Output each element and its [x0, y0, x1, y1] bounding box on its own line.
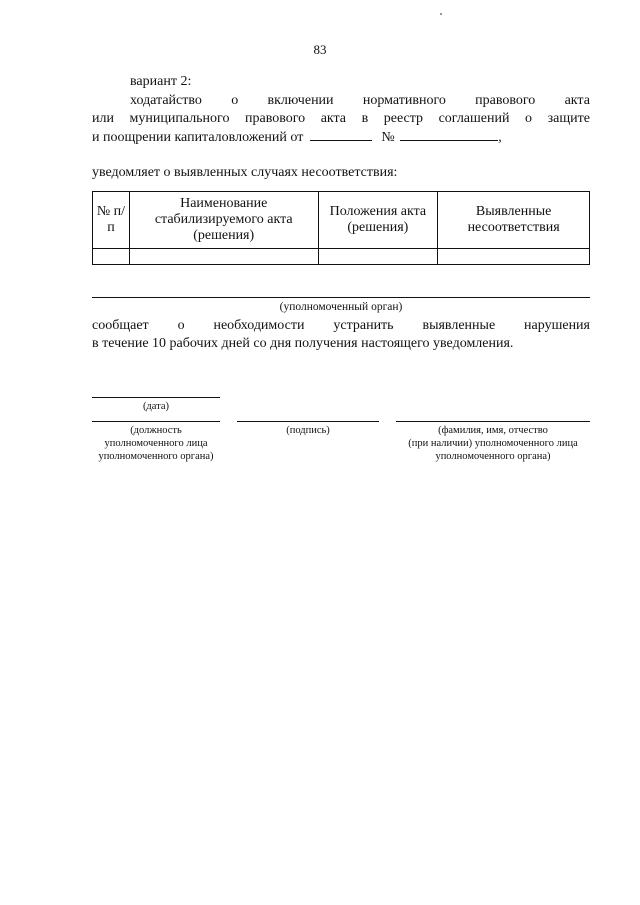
petition-word: включении: [267, 93, 334, 108]
authority-caption: (уполномоченный орган): [279, 301, 403, 313]
date-blank: [310, 129, 372, 141]
position-line: [92, 421, 220, 422]
table-row: [93, 249, 590, 265]
date-line: [92, 397, 220, 398]
table-cell: [318, 249, 438, 265]
petition-word: защите: [547, 111, 590, 126]
notify-line: уведомляет о выявленных случаях несоответствия:: [92, 165, 398, 180]
table-cell: [129, 249, 318, 265]
message-word: нарушения: [524, 318, 590, 333]
message-line-1: [92, 318, 590, 334]
date-caption: (дата): [142, 401, 170, 412]
position-caption: [72, 424, 240, 463]
caption-line: уполномоченного лица: [104, 438, 208, 449]
number-sign: №: [381, 130, 395, 145]
caption-line: (должность: [130, 425, 182, 436]
caption-line: (при наличии) уполномоченного лица: [408, 438, 578, 449]
caption-line: уполномоченного органа): [435, 451, 551, 462]
signature-line: [237, 421, 379, 422]
message-word: устранить: [333, 318, 394, 333]
petition-word: или: [92, 111, 114, 126]
col-header-provisions: Положения акта (решения): [318, 192, 438, 249]
petition-word: правового: [245, 111, 306, 126]
discrepancy-table: [92, 191, 590, 265]
col-header-discrepancies: Выявленные несоответствия: [438, 192, 590, 249]
petition-word: о: [525, 111, 533, 126]
petition-word: ходатайство: [130, 93, 202, 108]
message-word: выявленные: [422, 318, 496, 333]
variant-label: вариант 2:: [130, 74, 192, 89]
table-cell: [93, 249, 130, 265]
table-header-row: [93, 192, 590, 249]
message-word: о: [177, 318, 185, 333]
petition-line-3: [92, 129, 502, 146]
message-word: необходимости: [213, 318, 305, 333]
petition-word: нормативного: [362, 93, 446, 108]
name-line: [396, 421, 590, 422]
petition-line-1: [130, 93, 590, 109]
number-blank: [400, 129, 498, 141]
message-word: сообщает: [92, 318, 149, 333]
petition-word: реестр: [383, 111, 424, 126]
authority-line: [92, 297, 590, 298]
message-line-2: в течение 10 рабочих дней со дня получения настоящего уведомления.: [92, 336, 514, 351]
petition-word: правового: [475, 93, 536, 108]
col-header-act-name: Наименование стабилизируемого акта (решения): [129, 192, 318, 249]
petition-word: о: [231, 93, 239, 108]
petition-word: муниципального: [129, 111, 230, 126]
page-number: 83: [313, 42, 327, 57]
petition-word: акта: [564, 93, 590, 108]
signature-caption: (подпись): [286, 425, 330, 436]
petition-word: в: [361, 111, 369, 126]
scan-speck: [440, 13, 442, 15]
petition-word: соглашений: [438, 111, 510, 126]
name-caption: [386, 424, 600, 463]
caption-line: уполномоченного органа): [98, 451, 214, 462]
petition-prefix: и поощрении капиталовложений от: [92, 130, 304, 145]
table-cell: [438, 249, 590, 265]
col-header-number: № п/п: [93, 192, 130, 249]
comma: ,: [498, 130, 502, 145]
petition-line-2: [92, 111, 590, 127]
petition-word: акта: [320, 111, 347, 126]
caption-line: (фамилия, имя, отчество: [438, 425, 548, 436]
